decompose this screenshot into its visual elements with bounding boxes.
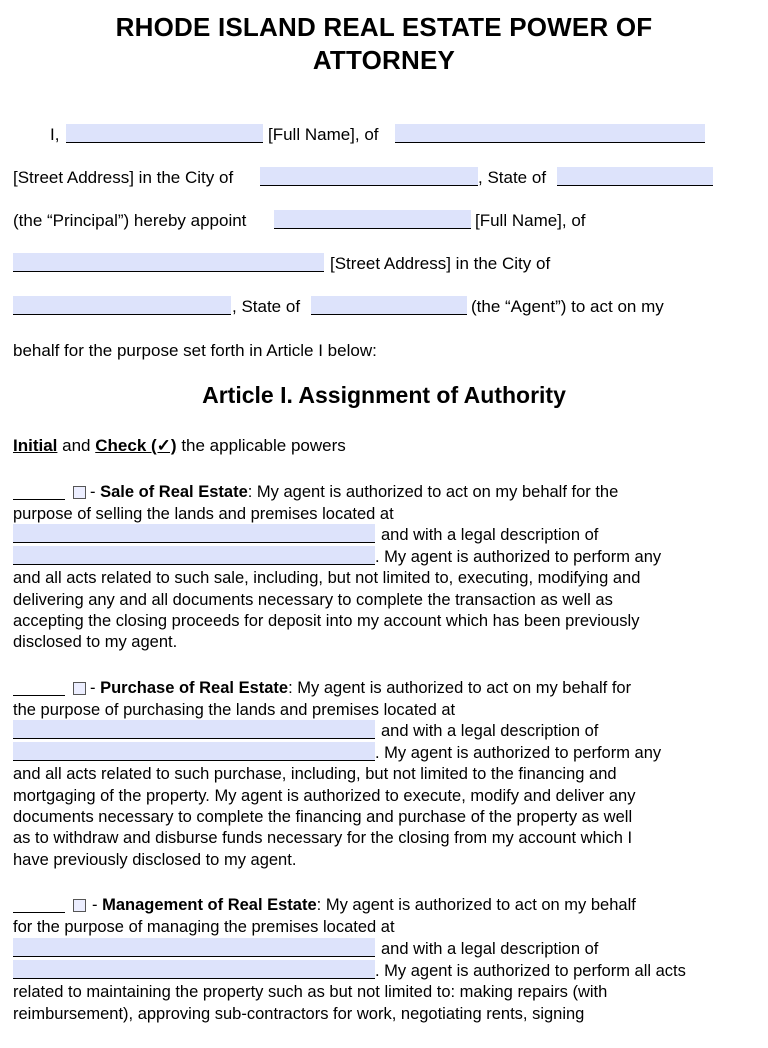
sale-line-2: purpose of selling the lands and premises located at xyxy=(13,505,394,523)
article-heading: Article I. Assignment of Authority xyxy=(202,382,566,408)
sale-initial-field[interactable] xyxy=(13,482,65,500)
sale-dash: - xyxy=(90,483,96,501)
principal-name-field[interactable] xyxy=(66,124,263,143)
management-title: Management of Real Estate xyxy=(102,896,317,914)
purchase-line-2: the purpose of purchasing the lands and premises located at xyxy=(13,701,456,719)
agent-city-field[interactable] xyxy=(13,296,231,315)
management-legal-description-field[interactable] xyxy=(13,960,375,979)
management-line-1 xyxy=(92,896,636,915)
management-checkbox[interactable] xyxy=(73,899,86,912)
sale-legal-description-field[interactable] xyxy=(13,546,375,565)
purchase-line-8: as to withdraw and disburse funds necessary for the closing from my account which I xyxy=(13,829,633,847)
document-title-line-2: ATTORNEY xyxy=(312,45,456,75)
instruction-initial: Initial xyxy=(13,436,58,455)
purchase-line-6: mortgaging of the property. My agent is authorized to execute, modify and deliver any xyxy=(13,787,636,805)
management-line-3: and with a legal description of xyxy=(381,940,599,958)
street-address-city-label-2: [Street Address] in the City of xyxy=(330,254,551,273)
full-name-label-2: [Full Name], of xyxy=(475,211,586,230)
management-text-1: : My agent is authorized to act on my behalf xyxy=(316,896,636,914)
sale-title: Sale of Real Estate xyxy=(100,483,248,501)
purchase-text-1: : My agent is authorized to act on my behalf for xyxy=(288,679,632,697)
purchase-dash: - xyxy=(90,679,96,697)
behalf-purpose-label: behalf for the purpose set forth in Article I below: xyxy=(13,341,377,360)
agent-state-field[interactable] xyxy=(311,296,467,315)
management-line-5: related to maintaining the property such as but not limited to: making repairs (with xyxy=(13,983,608,1001)
management-initial-field[interactable] xyxy=(13,895,65,913)
sale-premises-field[interactable] xyxy=(13,524,375,543)
principal-state-field[interactable] xyxy=(557,167,713,186)
sale-line-4: . My agent is authorized to perform any xyxy=(375,548,662,566)
purchase-checkbox[interactable] xyxy=(73,682,86,695)
principal-city-field[interactable] xyxy=(260,167,478,186)
purchase-line-1 xyxy=(90,679,631,698)
purchase-line-7: documents necessary to complete the financing and purchase of the property as well xyxy=(13,808,633,826)
purchase-premises-field[interactable] xyxy=(13,720,375,739)
purchase-line-3: and with a legal description of xyxy=(381,722,599,740)
sale-line-8: disclosed to my agent. xyxy=(13,633,178,651)
management-line-4: . My agent is authorized to perform all acts xyxy=(375,962,686,980)
management-line-6: reimbursement), approving sub-contractors for work, negotiating rents, signing xyxy=(13,1005,585,1023)
management-dash: - xyxy=(92,896,98,914)
state-of-label-1: , State of xyxy=(478,168,547,187)
street-address-city-label: [Street Address] in the City of xyxy=(13,168,234,187)
purchase-line-5: and all acts related to such purchase, including, but not limited to the financing and xyxy=(13,765,617,783)
purchase-line-9: have previously disclosed to my agent. xyxy=(13,851,297,869)
principal-street-address-field[interactable] xyxy=(395,124,705,143)
sale-line-6: delivering any and all documents necessary to complete the transaction as well as xyxy=(13,591,613,609)
purchase-line-4: . My agent is authorized to perform any xyxy=(375,744,662,762)
management-premises-field[interactable] xyxy=(13,938,375,957)
instruction-check: Check (✓) xyxy=(95,436,177,455)
instruction-rest: the applicable powers xyxy=(181,436,346,455)
sale-line-7: accepting the closing proceeds for deposit into my account which has been previously xyxy=(13,612,640,630)
sale-line-5: and all acts related to such sale, including, but not limited to, executing, modifying and xyxy=(13,569,641,587)
sale-line-3: and with a legal description of xyxy=(381,526,599,544)
purchase-initial-field[interactable] xyxy=(13,678,65,696)
purchase-title: Purchase of Real Estate xyxy=(100,679,289,697)
document-title-line-1: RHODE ISLAND REAL ESTATE POWER OF xyxy=(115,12,653,42)
agent-name-field[interactable] xyxy=(274,210,471,229)
sale-text-1: : My agent is authorized to act on my behalf for the xyxy=(247,483,619,501)
agent-act-label: (the “Agent”) to act on my xyxy=(471,297,664,316)
full-name-label-1: [Full Name], of xyxy=(268,125,379,144)
sale-line-1 xyxy=(90,483,618,502)
instruction-and: and xyxy=(62,436,91,455)
sale-checkbox[interactable] xyxy=(73,486,86,499)
principal-appoint-label: (the “Principal”) hereby appoint xyxy=(13,211,247,230)
state-of-label-2: , State of xyxy=(232,297,301,316)
agent-street-address-field[interactable] xyxy=(13,253,324,272)
intro-i-label: I, xyxy=(50,125,60,144)
management-line-2: for the purpose of managing the premises located at xyxy=(13,918,395,936)
instruction-line xyxy=(13,436,346,456)
purchase-legal-description-field[interactable] xyxy=(13,742,375,761)
